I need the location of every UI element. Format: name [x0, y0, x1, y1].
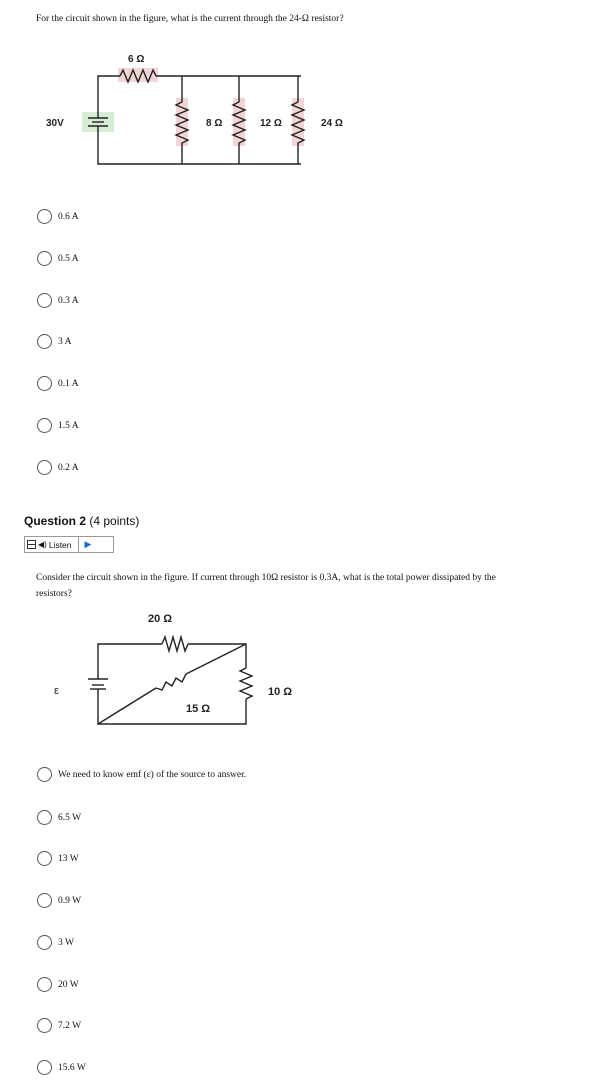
q1-option[interactable]: 1.5 A: [37, 418, 79, 433]
r-series-highlight: [118, 68, 158, 82]
radio-button[interactable]: [37, 1018, 52, 1033]
q2-option[interactable]: 13 W: [37, 851, 79, 866]
q2-option[interactable]: 15.6 W: [37, 1060, 86, 1075]
q2-option[interactable]: We need to know emf (ε) of the source to answer.: [37, 767, 246, 782]
question-number: Question 2: [24, 514, 87, 528]
radio-button[interactable]: [37, 251, 52, 266]
listen-label: Listen: [49, 537, 79, 552]
r-b-label: 12 Ω: [260, 118, 282, 129]
q2-option[interactable]: 3 W: [37, 935, 74, 950]
radio-button[interactable]: [37, 334, 52, 349]
q1-option[interactable]: 3 A: [37, 334, 71, 349]
radio-button[interactable]: [37, 293, 52, 308]
q2-option[interactable]: 6.5 W: [37, 810, 81, 825]
r-right-label: 10 Ω: [268, 686, 293, 698]
radio-button[interactable]: [37, 767, 52, 782]
r-series-label: 6 Ω: [128, 54, 145, 65]
radio-button[interactable]: [37, 851, 52, 866]
q1-option[interactable]: 0.5 A: [37, 251, 79, 266]
source-label: 30V: [46, 118, 64, 129]
radio-button[interactable]: [37, 418, 52, 433]
points-label: (4 points): [89, 514, 140, 528]
q1-option[interactable]: 0.1 A: [37, 376, 79, 391]
q2-option[interactable]: 7.2 W: [37, 1018, 81, 1033]
r-c-label: 24 Ω: [321, 118, 343, 129]
readspeaker-icon: [27, 540, 36, 549]
q1-option[interactable]: 0.2 A: [37, 460, 79, 475]
listen-button[interactable]: [24, 536, 114, 553]
q1-option[interactable]: 0.6 A: [37, 209, 79, 224]
radio-button[interactable]: [37, 893, 52, 908]
radio-button[interactable]: [37, 935, 52, 950]
q2-option[interactable]: 20 W: [37, 977, 79, 992]
r-diag-label: 15 Ω: [186, 703, 211, 715]
question-1-text: For the circuit shown in the figure, what is the current through the 24-Ω resistor?: [36, 14, 344, 24]
question-2-heading: [24, 514, 139, 528]
circuit-figure-2: [36, 600, 306, 750]
r-a-label: 8 Ω: [206, 118, 223, 129]
radio-button[interactable]: [37, 376, 52, 391]
radio-button[interactable]: [37, 460, 52, 475]
radio-button[interactable]: [37, 1060, 52, 1075]
circuit-figure-1: [36, 40, 346, 180]
speaker-icon: ◀): [38, 540, 47, 549]
radio-button[interactable]: [37, 977, 52, 992]
radio-button[interactable]: [37, 209, 52, 224]
question-2-text: Consider the circuit shown in the figure. If current through 10Ω resistor is 0.3A, what is the total power dissipated by the resistors?: [36, 573, 496, 599]
q2-option[interactable]: 0.9 W: [37, 893, 81, 908]
emf-label: ε: [54, 685, 59, 697]
q1-option[interactable]: 0.3 A: [37, 293, 79, 308]
play-icon[interactable]: ▶: [84, 539, 92, 549]
radio-button[interactable]: [37, 810, 52, 825]
r-top-label: 20 Ω: [148, 613, 173, 625]
